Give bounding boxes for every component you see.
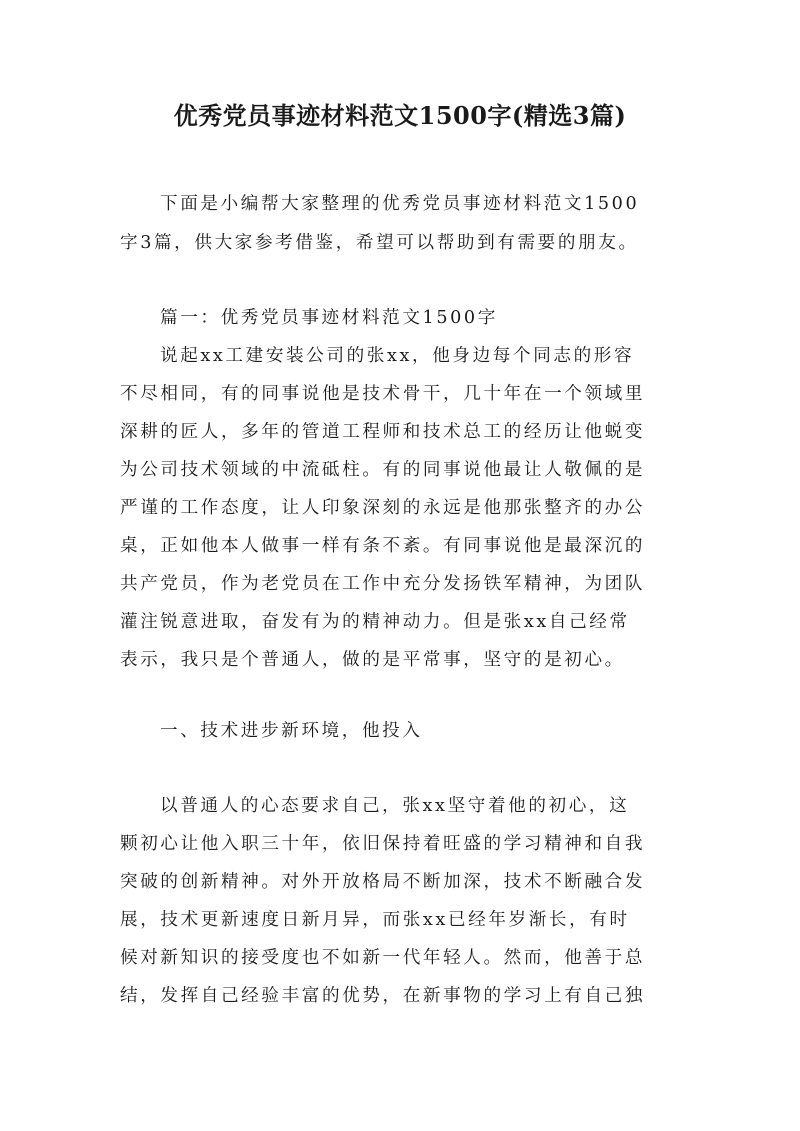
text-line: 共产党员，作为老党员在工作中充分发扬铁军精神，为团队 [120, 574, 646, 594]
text-line: 深耕的匠人，多年的管道工程师和技术总工的经历让他蜕变 [120, 422, 646, 442]
text-line: 表示，我只是个普通人，做的是平常事，坚守的是初心。 [120, 650, 625, 670]
text-line: 为公司技术领域的中流砥柱。有的同事说他最让人敬佩的是 [120, 460, 646, 480]
document-title: 优秀党员事迹材料范文1500字(精选3篇) [173, 101, 627, 130]
text-line: 候对新知识的接受度也不如新一代年轻人。然而，他善于总 [120, 948, 646, 968]
text-line: 不尽相同，有的同事说他是技术骨干，几十年在一个领域里 [120, 384, 646, 404]
section-heading: 篇一：优秀党员事迹材料范文1500字 [160, 308, 498, 328]
text-line: 桌，正如他本人做事一样有条不紊。有同事说他是最深沉的 [120, 536, 646, 556]
text-line: 灌注锐意进取，奋发有为的精神动力。但是张xx自己经常 [120, 612, 630, 632]
subsection-heading: 一、技术进步新环境，他投入 [160, 721, 423, 741]
text-line: 下面是小编帮大家整理的优秀党员事迹材料范文1500 [160, 194, 640, 214]
text-line: 结，发挥自己经验丰富的优势，在新事物的学习上有自己独 [120, 986, 646, 1006]
text-line: 严谨的工作态度，让人印象深刻的永远是他那张整齐的办公 [120, 498, 646, 518]
text-line: 字3篇，供大家参考借鉴，希望可以帮助到有需要的朋友。 [120, 233, 639, 253]
text-line: 颗初心让他入职三十年，依旧保持着旺盛的学习精神和自我 [120, 834, 646, 854]
text-line: 突破的创新精神。对外开放格局不断加深，技术不断融合发 [120, 872, 646, 892]
text-line: 说起xx工建安装公司的张xx，他身边每个同志的形容 [160, 346, 635, 366]
text-line: 以普通人的心态要求自己，张xx坚守着他的初心，这 [160, 796, 630, 816]
text-line: 展，技术更新速度日新月异，而张xx已经年岁渐长，有时 [120, 910, 630, 930]
